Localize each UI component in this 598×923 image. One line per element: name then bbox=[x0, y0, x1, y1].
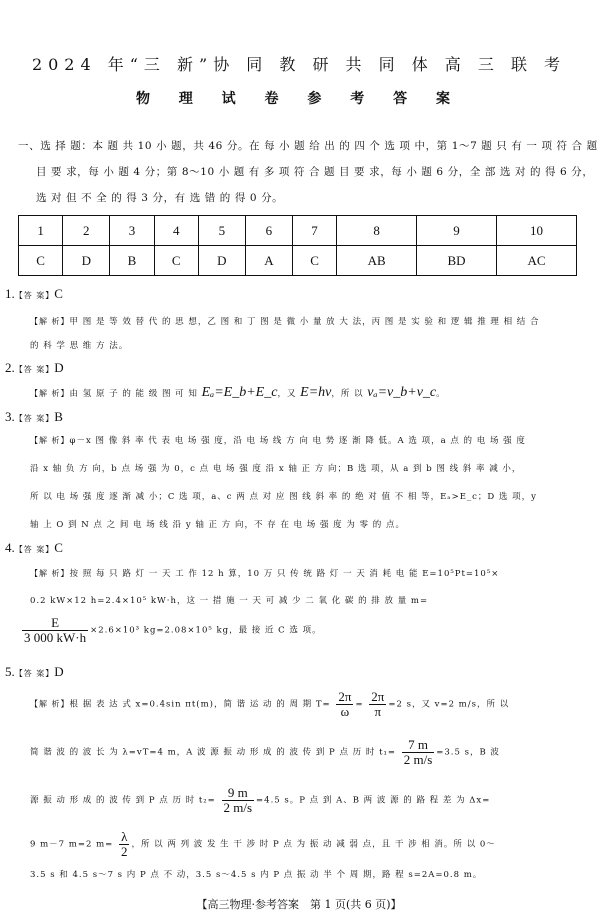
answer-table bbox=[18, 215, 577, 276]
table-cell: B bbox=[110, 246, 154, 276]
q3-answer-tag: 【答 案】 bbox=[14, 414, 55, 423]
q4-explain-tag: 【解 析】 bbox=[30, 569, 70, 578]
q2-text-4: 。 bbox=[436, 389, 446, 399]
table-cell: 4 bbox=[154, 216, 198, 246]
q5-text-4b: ，所 以 两 列 波 发 生 干 涉 时 P 点 为 振 动 减 弱 点，且 干 涉 相 消。所 以 0～ bbox=[131, 839, 496, 850]
q5-text-1c: =2 s，又 v=2 m/s，所 以 bbox=[388, 699, 510, 710]
q5-fraction-3 bbox=[402, 738, 435, 766]
document-title: 2024 年“三 新”协 同 教 研 共 同 体 高 三 联 考 bbox=[31, 55, 567, 74]
q4-fraction-denominator: 3 000 kW·h bbox=[24, 629, 87, 645]
q1-number: 1. bbox=[5, 286, 15, 301]
table-cell: 10 bbox=[497, 216, 577, 246]
q2-answer-value: D bbox=[54, 360, 64, 375]
q5-fraction-5-denominator: 2 bbox=[120, 843, 128, 859]
q4-fraction bbox=[22, 616, 88, 644]
q3-explain-text: φ－x 图 像 斜 率 代 表 电 场 强 度，沿 电 场 线 方 向 电 势 逐 渐 降 低。A 选 项，a 点 的 电 场 强 度 bbox=[69, 436, 526, 446]
q4-answer-tag: 【答 案】 bbox=[14, 545, 55, 554]
section-intro-line-3: 选 对 但 不 全 的 得 3 分，有 选 错 的 得 0 分。 bbox=[36, 192, 284, 204]
section-intro-line-1: 一、选 择 题：本 题 共 10 小 题，共 46 分。在 每 小 题 给 出 的 四 个 选 项 中，第 1～7 题 只 有 一 项 符 合 题 bbox=[18, 140, 598, 152]
table-cell: 3 bbox=[110, 216, 154, 246]
q2-formula-1: Eₐ=E_b+E_c bbox=[201, 385, 278, 400]
q2-text-1: 由 氢 原 子 的 能 级 图 可 知 bbox=[69, 389, 198, 399]
q5-fraction-4-numerator: 9 m bbox=[222, 786, 255, 801]
q5-text-1a: 根 据 表 达 式 x=0.4sin πt(m)，简 谐 运 动 的 周 期 T= bbox=[69, 699, 331, 710]
table-cell: 6 bbox=[245, 216, 292, 246]
table-cell: A bbox=[245, 246, 292, 276]
table-cell: 5 bbox=[198, 216, 245, 246]
q5-text-2b: =3.5 s，B 波 bbox=[436, 747, 500, 758]
q2-answer-tag: 【答 案】 bbox=[14, 365, 55, 374]
q5-explanation-line-5: 3.5 s 和 4.5 s～7 s 内 P 点 不 动，3.5 s～4.5 s 内 P 点 振 动 半 个 周 期，路 程 s=2A=0.8 m。 bbox=[30, 870, 483, 880]
q5-fraction-4-denominator: 2 m/s bbox=[223, 799, 253, 815]
q5-explanation-line-2 bbox=[30, 738, 500, 766]
q5-text-2a: 简 谐 波 的 波 长 为 λ=vT=4 m，A 波 源 振 动 形 成 的 波 传 到 P 点 历 时 t₁= bbox=[30, 747, 397, 758]
q5-fraction-5 bbox=[119, 830, 130, 858]
q5-fraction-1-numerator: 2π bbox=[338, 689, 352, 704]
document-subtitle: 物 理 试 卷 参 考 答 案 bbox=[135, 91, 463, 107]
table-cell: AC bbox=[497, 246, 577, 276]
q5-text-4a: 9 m－7 m=2 m= bbox=[30, 839, 114, 850]
q1-explanation-line-2: 的 科 学 思 维 方 法。 bbox=[30, 341, 129, 351]
q3-explanation-line-2: 沿 x 轴 负 方 向，b 点 场 强 为 0，c 点 电 场 强 度 沿 x 轴 正 方 向；B 选 项，从 a 到 b 图 线 斜 率 减 小， bbox=[30, 464, 522, 474]
q2-text-3: ，所 以 bbox=[331, 389, 364, 399]
q2-explanation-line-1 bbox=[30, 385, 446, 401]
q5-fraction-2-denominator: π bbox=[374, 703, 382, 719]
q1-answer-tag: 【答 案】 bbox=[14, 291, 55, 300]
q1-answer-value: C bbox=[54, 286, 63, 301]
q4-explain-text: 按 照 每 只 路 灯 一 天 工 作 12 h 算，10 万 只 传 统 路 灯 一 天 消 耗 电 能 E=10⁵Pt=10⁵× bbox=[69, 569, 500, 579]
q2-formula-2: E=hν bbox=[300, 385, 332, 400]
q5-fraction-2 bbox=[369, 690, 386, 718]
table-cell: AB bbox=[337, 246, 417, 276]
page-footer: 【高三物理·参考答案 第 1 页(共 6 页)】 bbox=[196, 898, 402, 911]
q4-explanation-line-2: 0.2 kW×12 h=2.4×10⁵ kW·h，这 一 措 施 一 天 可 减 少 二 氧 化 碳 的 排 放 量 m= bbox=[30, 596, 429, 606]
q5-fraction-2-numerator: 2π bbox=[371, 689, 385, 704]
q5-fraction-4 bbox=[222, 786, 255, 814]
q4-explain-tail: ×2.6×10³ kg=2.08×10⁵ kg，最 接 近 C 选 项。 bbox=[90, 625, 322, 636]
q5-explanation-line-4 bbox=[30, 830, 496, 858]
table-cell: 2 bbox=[63, 216, 110, 246]
section-intro-line-2: 目 要 求，每 小 题 4 分；第 8～10 小 题 有 多 项 符 合 题 目 要 求，每 小 题 6 分，全 部 选 对 的 得 6 分， bbox=[36, 166, 594, 178]
q1-explain-text: 甲 图 是 等 效 替 代 的 思 想，乙 图 和 丁 图 是 微 小 量 放 大 法，丙 图 是 实 验 和 逻 辑 推 理 相 结 合 bbox=[69, 317, 540, 327]
table-cell: D bbox=[63, 246, 110, 276]
q5-text-1b: = bbox=[355, 699, 364, 710]
q2-number: 2. bbox=[5, 360, 15, 375]
q4-explanation-line-1 bbox=[30, 567, 499, 579]
q1-explanation-line-1 bbox=[30, 315, 540, 327]
q3-explanation-line-3: 所 以 电 场 强 度 逐 渐 减 小；C 选 项，a、c 两 点 对 应 图 线 斜 率 的 绝 对 值 不 相 等，Eₐ>E_c；D 选 项，y bbox=[30, 492, 537, 502]
q1-explain-tag: 【解 析】 bbox=[30, 317, 70, 326]
q3-explanation-line-1 bbox=[30, 434, 526, 446]
table-cell: 1 bbox=[19, 216, 63, 246]
table-cell: C bbox=[19, 246, 63, 276]
table-cell: 8 bbox=[337, 216, 417, 246]
q3-number: 3. bbox=[5, 409, 15, 424]
table-cell: 7 bbox=[292, 216, 336, 246]
answer-table-number-row bbox=[19, 216, 577, 246]
q4-number: 4. bbox=[5, 540, 15, 555]
q5-text-3a: 源 振 动 形 成 的 波 传 到 P 点 历 时 t₂= bbox=[30, 795, 216, 806]
q5-fraction-1-denominator: ω bbox=[340, 703, 350, 719]
table-cell: BD bbox=[417, 246, 497, 276]
q4-explanation-line-3 bbox=[20, 616, 322, 644]
q5-explain-tag: 【解 析】 bbox=[30, 699, 70, 709]
q5-fraction-1 bbox=[336, 690, 353, 718]
q5-answer-value: D bbox=[54, 664, 64, 679]
table-cell: C bbox=[154, 246, 198, 276]
answer-table-answer-row bbox=[19, 246, 577, 276]
q5-fraction-5-numerator: λ bbox=[119, 830, 130, 845]
q5-answer-tag: 【答 案】 bbox=[14, 669, 55, 678]
table-cell: D bbox=[198, 246, 245, 276]
q3-explain-tag: 【解 析】 bbox=[30, 436, 70, 445]
q2-formula-3: νₐ=ν_b+ν_c bbox=[367, 385, 437, 400]
q1-answer bbox=[5, 286, 63, 302]
q2-answer bbox=[5, 360, 64, 376]
q5-answer bbox=[5, 664, 64, 680]
table-cell: C bbox=[292, 246, 336, 276]
q5-explanation-line-1 bbox=[30, 690, 509, 718]
q4-fraction-numerator: E bbox=[22, 616, 88, 631]
q4-answer-value: C bbox=[54, 540, 63, 555]
q3-explanation-line-4: 轴 上 O 到 N 点 之 间 电 场 线 沿 y 轴 正 方 向，不 存 在 电 场 强 度 为 零 的 点。 bbox=[30, 520, 405, 530]
q4-answer bbox=[5, 540, 63, 556]
q5-explanation-line-3 bbox=[30, 786, 490, 814]
table-cell: 9 bbox=[417, 216, 497, 246]
q5-fraction-3-denominator: 2 m/s bbox=[403, 751, 433, 767]
q5-number: 5. bbox=[5, 664, 15, 679]
q3-answer bbox=[5, 409, 63, 425]
q2-text-2: ，又 bbox=[277, 389, 297, 399]
q5-fraction-3-numerator: 7 m bbox=[402, 738, 435, 753]
q5-text-3b: =4.5 s。P 点 到 A、B 两 波 源 的 路 程 差 为 Δx= bbox=[256, 795, 491, 806]
q2-explain-tag: 【解 析】 bbox=[30, 389, 70, 398]
q3-answer-value: B bbox=[54, 409, 63, 424]
